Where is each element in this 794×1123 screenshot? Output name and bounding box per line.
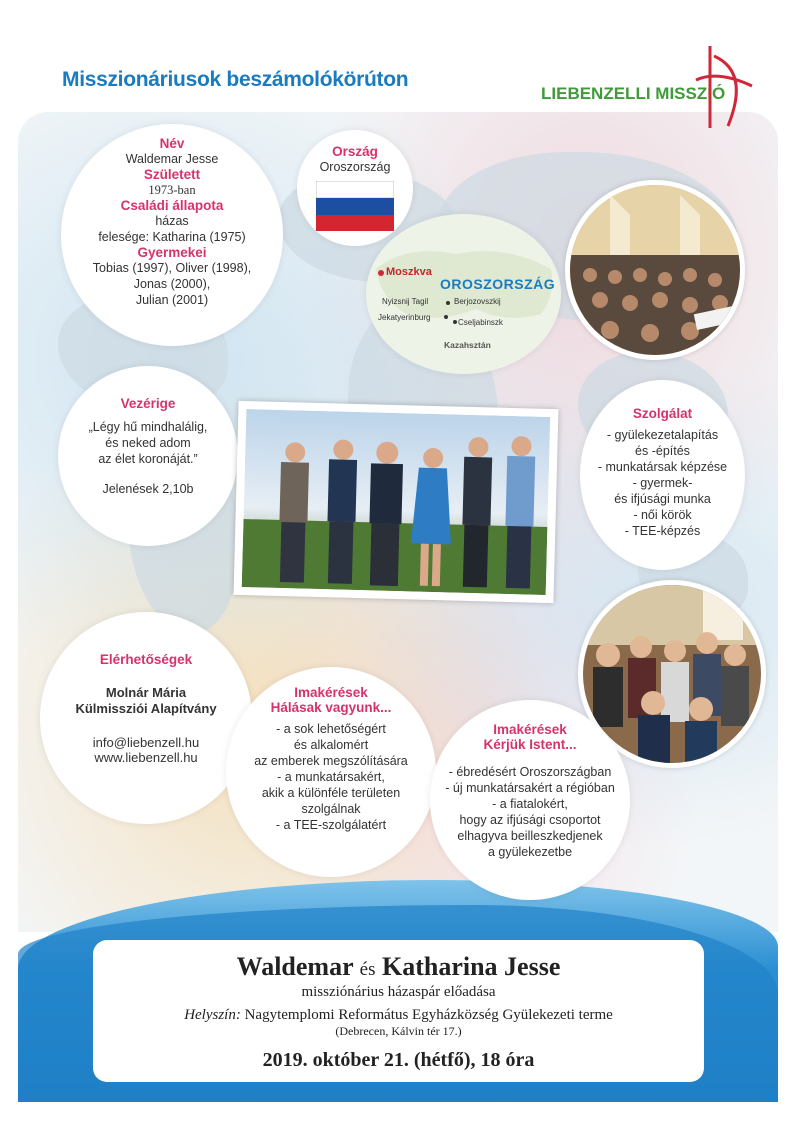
thanks-item: és alkalomért	[293, 738, 369, 752]
city-label: Cseljabinszk	[458, 318, 503, 327]
service-item: - gyermek-	[632, 476, 693, 490]
service-item: - női körök	[633, 508, 692, 522]
requests-item: a gyülekezetbe	[487, 845, 573, 859]
name-value: Waldemar Jesse	[125, 152, 219, 166]
requests-item: elhagyva beilleszkedjenek	[457, 829, 603, 843]
country-label: Ország	[332, 144, 378, 159]
map-circle	[366, 214, 561, 374]
service-item: - gyülekezetalapítás	[606, 428, 719, 442]
city-label: Nyizsnij Tagil	[382, 297, 429, 306]
event-place-label: Helyszín:	[184, 1007, 241, 1023]
country-value: Oroszország	[319, 160, 391, 174]
service-item: - TEE-képzés	[624, 524, 701, 538]
contact-org-line: Külmissziói Alapítvány	[75, 701, 217, 716]
requests-item: - ébredésért Oroszországban	[448, 765, 612, 779]
requests-item: - a fiatalokért,	[492, 797, 568, 811]
thanks-label-line: Imakérések	[294, 685, 368, 700]
born-value: 1973-ban	[148, 183, 196, 197]
profile-circle	[61, 124, 283, 346]
requests-circle	[430, 700, 630, 900]
born-label: Született	[143, 167, 201, 182]
thanks-item: az emberek megszólítására	[254, 754, 408, 768]
status-value: házas	[155, 214, 189, 228]
map-country-label: OROSZORSZÁG	[440, 276, 556, 292]
motto-quote-line: az élet koronáját.”	[98, 452, 198, 466]
name-label: Név	[159, 136, 185, 151]
requests-item: hogy az ifjúsági csoportot	[459, 813, 601, 827]
city-label: Berjozovszkij	[454, 297, 501, 306]
motto-label: Vezérige	[120, 396, 176, 411]
service-item: - munkatársak képzése	[597, 460, 728, 474]
children-label: Gyermekei	[137, 245, 207, 260]
service-label: Szolgálat	[632, 406, 693, 421]
church-photo	[565, 180, 745, 360]
requests-item: - új munkatársakért a régióban	[445, 781, 615, 795]
thanks-item: akik a különféle területen	[261, 786, 401, 800]
thanks-item: szolgálnak	[301, 802, 361, 816]
service-item: és -építés	[635, 444, 690, 458]
event-address: (Debrecen, Kálvin tér 17.)	[335, 1024, 462, 1038]
russia-map-shape	[366, 214, 561, 374]
motto-circle	[58, 366, 238, 546]
event-name-and: és	[359, 959, 376, 980]
thanks-label-line: Hálásak vagyunk...	[270, 700, 392, 715]
contact-label: Elérhetőségek	[99, 652, 193, 667]
thanks-circle	[226, 667, 436, 877]
event-place: Nagytemplomi Református Egyházközség Gyülekezeti terme	[244, 1007, 613, 1023]
capital-label: Moszkva	[386, 266, 432, 278]
contact-circle	[40, 612, 252, 824]
neighbor-label: Kazahsztán	[444, 340, 491, 350]
website-link[interactable]: www.liebenzell.hu	[94, 750, 198, 765]
city-label: Jekatyerinburg	[378, 313, 431, 322]
event-name-first: Waldemar	[236, 952, 354, 981]
thanks-item: - a munkatársakért,	[277, 770, 385, 784]
children-line: Julian (2001)	[135, 293, 209, 307]
family-photo	[234, 401, 559, 603]
page-title: Misszionáriusok beszámolókörúton	[62, 68, 409, 91]
children-line: Jonas (2000),	[133, 277, 211, 291]
motto-quote-line: és neked adom	[105, 436, 191, 450]
event-name-second: Katharina Jesse	[381, 952, 561, 981]
email-link[interactable]: info@liebenzell.hu	[92, 735, 200, 750]
motto-reference: Jelenések 2,10b	[102, 482, 194, 496]
motto-quote-line: „Légy hű mindhalálig,	[88, 420, 208, 434]
requests-label-line: Imakérések	[493, 722, 567, 737]
thanks-item: - a TEE-szolgálatért	[275, 818, 387, 832]
event-date: 2019. október 21. (hétfő), 18 óra	[262, 1049, 535, 1071]
children-line: Tobias (1997), Oliver (1998),	[92, 261, 252, 275]
contact-org-line: Molnár Mária	[105, 685, 187, 700]
spouse-value: felesége: Katharina (1975)	[98, 230, 246, 244]
thanks-item: - a sok lehetőségért	[276, 722, 386, 736]
service-circle	[580, 380, 745, 570]
event-subtitle: missziónárius házaspár előadása	[301, 984, 496, 1000]
service-item: és ifjúsági munka	[614, 492, 711, 506]
cross-logo-icon	[688, 42, 758, 132]
requests-label-line: Kérjük Istent...	[483, 737, 577, 752]
logo-text: LIEBENZELLI MISSZIÓ	[541, 84, 726, 103]
status-label: Családi állapota	[120, 198, 224, 213]
event-info-box	[93, 940, 704, 1082]
